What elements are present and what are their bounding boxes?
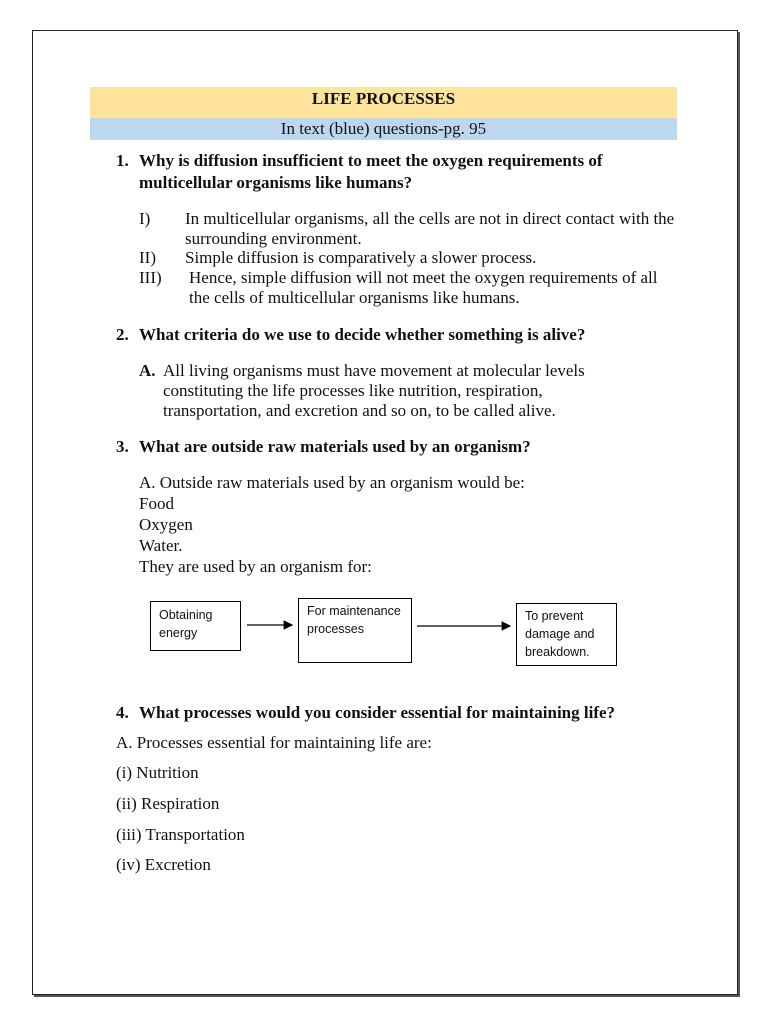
point-1-text: In multicellular organisms, all the cells are not in direct contact with the surrounding environment.: [185, 209, 675, 248]
answer-3-line: Food: [139, 494, 174, 513]
question-3-number: 3.: [116, 437, 129, 456]
answer-4-line: A. Processes essential for maintaining life are:: [116, 733, 432, 752]
point-3-number: III): [139, 268, 162, 287]
point-3-text: Hence, simple diffusion will not meet the oxygen requirements of all the cells of multicellular organisms like humans.: [189, 268, 658, 307]
answer-3-line: Water.: [139, 536, 183, 555]
point-1-number: I): [139, 209, 151, 228]
page-subtitle: In text (blue) questions-pg. 95: [90, 118, 677, 140]
flow-box-prevent-damage: To prevent damage and breakdown.: [516, 603, 617, 666]
point-2-text: Simple diffusion is comparatively a slower process.: [185, 248, 537, 267]
question-2-number: 2.: [116, 325, 129, 344]
flow-box-maintenance: For maintenance processes: [298, 598, 412, 663]
question-4-text: What processes would you consider essential for maintaining life?: [139, 703, 616, 722]
answer-3-line: They are used by an organism for:: [139, 557, 372, 576]
answer-2-text: All living organisms must have movement at molecular levels constituting the life processes like nutrition, respiration, transportation, and excretion and so on, to be called alive.: [163, 361, 585, 420]
answer-4-line: (iii) Transportation: [116, 825, 245, 844]
answer-2-label: A.: [139, 361, 156, 380]
answer-4-line: (ii) Respiration: [116, 794, 220, 813]
question-4-number: 4.: [116, 703, 129, 722]
question-2-text: What criteria do we use to decide whether something is alive?: [139, 325, 586, 344]
flow-box-obtaining-energy: Obtaining energy: [150, 601, 241, 651]
question-1-text: Why is diffusion insufficient to meet the oxygen requirements of multicellular organisms like humans?: [139, 151, 603, 192]
page-title: LIFE PROCESSES: [90, 87, 677, 118]
answer-3-line: A. Outside raw materials used by an organism would be:: [139, 473, 525, 492]
answer-4-line: (i) Nutrition: [116, 763, 199, 782]
answer-3-line: Oxygen: [139, 515, 193, 534]
answer-4-line: (iv) Excretion: [116, 855, 211, 874]
question-1-number: 1.: [116, 151, 129, 170]
question-3-text: What are outside raw materials used by an organism?: [139, 437, 531, 456]
point-2-number: II): [139, 248, 156, 267]
